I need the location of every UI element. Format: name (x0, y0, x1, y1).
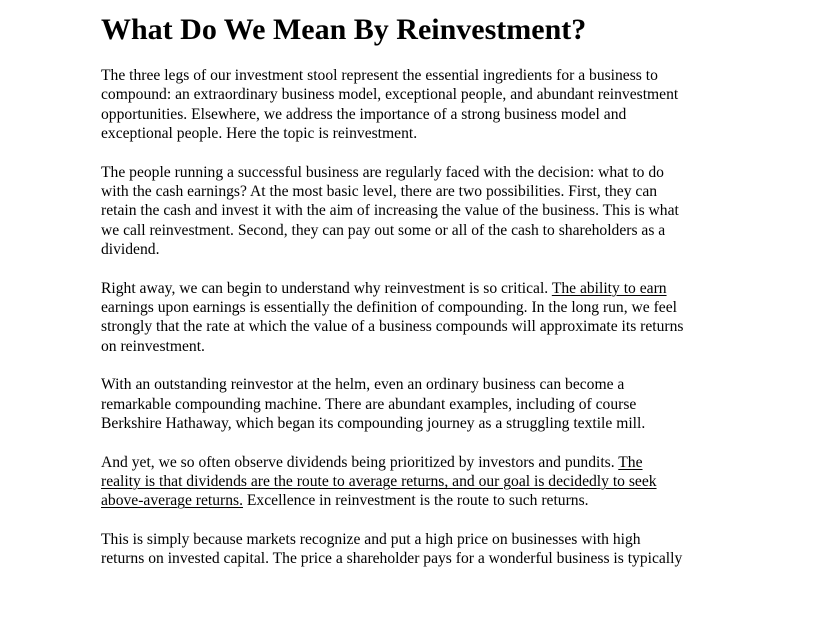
text-line: strongly that the rate at which the value of a business compounds will approximate its returns (101, 318, 684, 336)
text-line (101, 279, 741, 298)
underlined-text: above-average returns. (101, 492, 243, 510)
text-line: on reinvestment. (101, 337, 205, 355)
text-line: opportunities. Elsewhere, we address the importance of a strong business model and (101, 105, 627, 123)
text-line: Berkshire Hathaway, which began its compounding journey as a struggling textile mill. (101, 415, 646, 433)
text-line: earnings upon earnings is essentially the definition of compounding. In the long run, we feel (101, 299, 677, 317)
text-line (101, 453, 741, 472)
text-line: This is simply because markets recognize and put a high price on businesses with high (101, 530, 641, 548)
document-page (101, 12, 741, 588)
paragraph-5 (101, 453, 741, 511)
paragraph-1 (101, 66, 741, 144)
paragraph-2 (101, 163, 741, 260)
paragraph-4 (101, 375, 741, 433)
text-line: The three legs of our investment stool represent the essential ingredients for a business to (101, 67, 658, 84)
text-line: with the cash earnings? At the most basic level, there are two possibilities. First, they can (101, 183, 658, 201)
paragraph-3 (101, 279, 741, 357)
text-line: The people running a successful business are regularly faced with the decision: what to do (101, 163, 664, 181)
text-line: compound: an extraordinary business model, exceptional people, and abundant reinvestment (101, 86, 679, 104)
paragraph-6 (101, 530, 741, 569)
text-line: returns on invested capital. The price a shareholder pays for a wonderful business is typically (101, 550, 683, 568)
text-run: Right away, we can begin to understand why reinvestment is so critical. (101, 279, 552, 297)
text-run: And yet, we so often observe dividends being prioritized by investors and pundits. (101, 453, 619, 471)
text-line (101, 472, 741, 491)
text-line: With an outstanding reinvestor at the helm, even an ordinary business can become a (101, 376, 625, 394)
underlined-text: The ability to earn (551, 279, 667, 297)
text-line: retain the cash and invest it with the aim of increasing the value of the business. This is what (101, 202, 679, 220)
underlined-text: reality is that dividends are the route to average returns, and our goal is decidedly to seek (101, 472, 657, 490)
text-line: remarkable compounding machine. There are abundant examples, including of course (101, 395, 637, 413)
text-run: Excellence in reinvestment is the route to such returns. (243, 492, 589, 510)
text-line: dividend. (101, 241, 160, 259)
text-line (101, 491, 741, 510)
underlined-text: The (618, 453, 643, 471)
page-title: What Do We Mean By Reinvestment? (101, 13, 587, 46)
text-line: we call reinvestment. Second, they can pay out some or all of the cash to shareholders as a (101, 221, 666, 239)
text-line: exceptional people. Here the topic is reinvestment. (101, 125, 418, 143)
